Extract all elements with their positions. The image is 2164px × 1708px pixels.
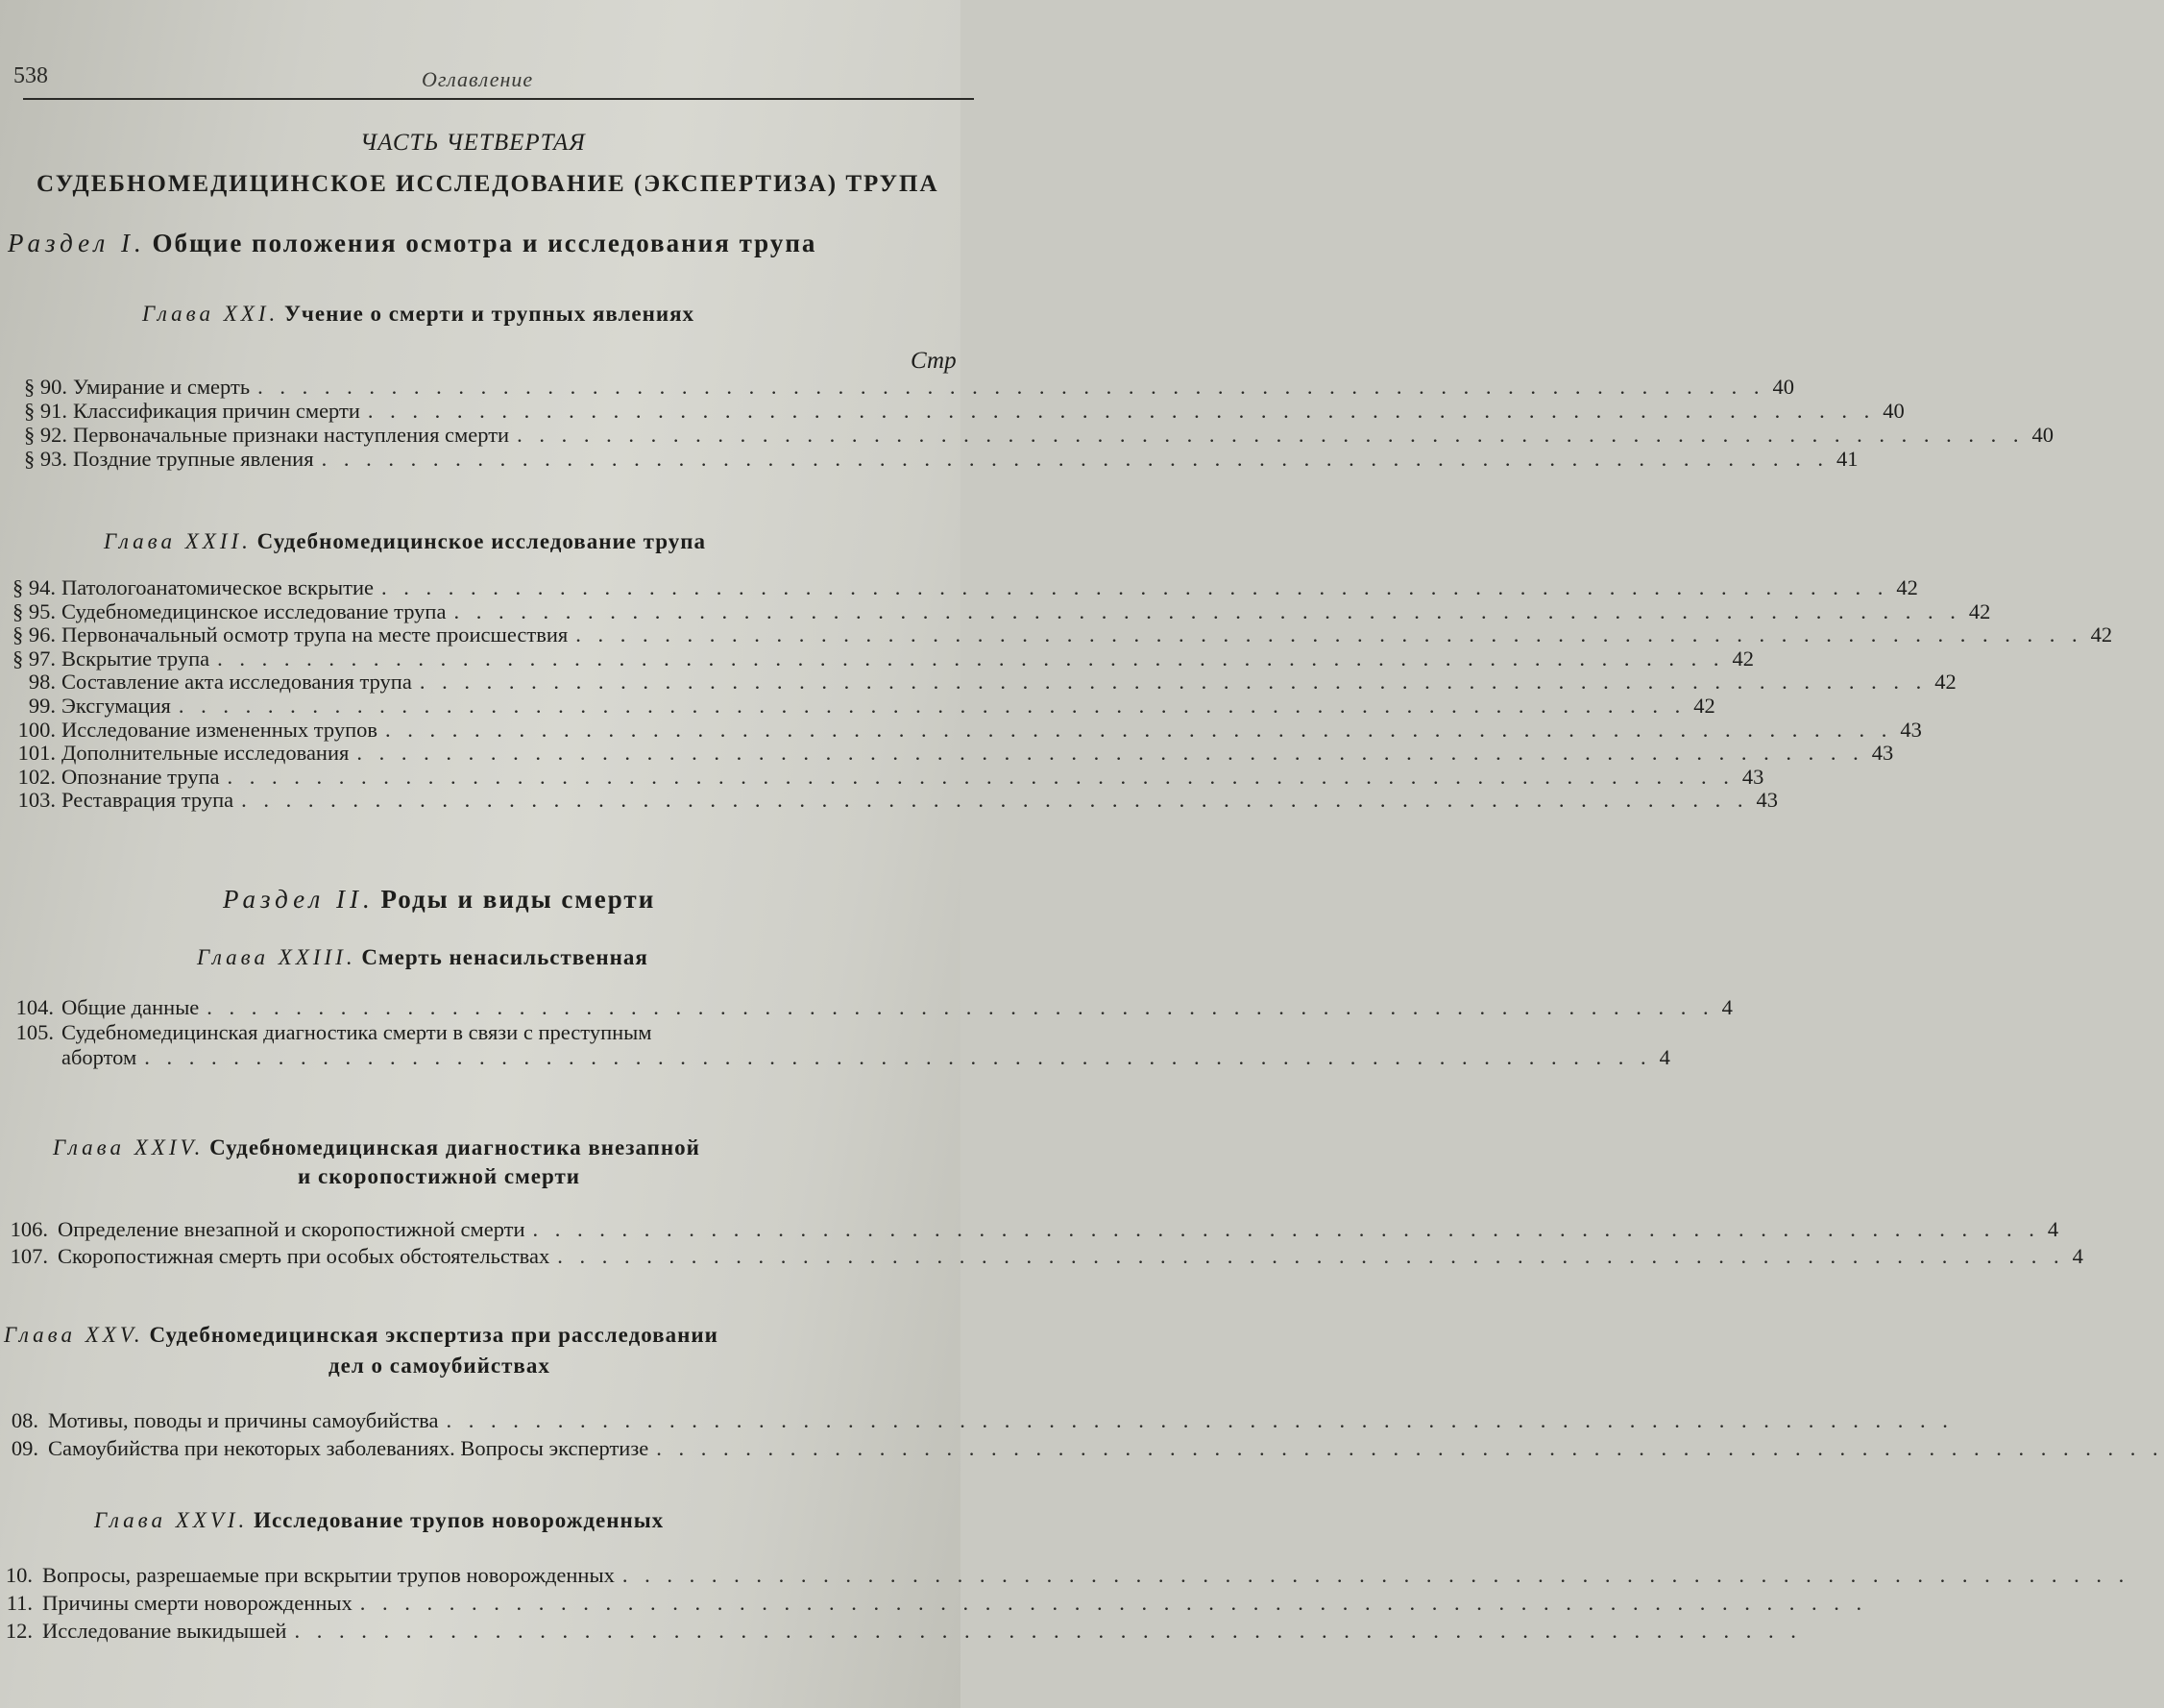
chapter-title-continued: дел о самоубийствах [328,1354,550,1378]
entry-number: 12. [5,1619,33,1643]
toc-entry [0,1244,2083,1272]
dot-leader: . . . . . . . . . . . . . . . . . . . . . . . . . . . . . . . . . . . . . . . . . . . . . . . . . . . . . . . . . . . . . . . . . . . . [294,1619,1802,1643]
toc-entry [0,575,1918,600]
entry-number: § 95. [12,598,56,623]
entry-page: 4 [2072,1244,2083,1268]
chapter-24-entries [0,1217,2083,1272]
chapter-23-heading [197,945,648,970]
dot-leader: . . . . . . . . . . . . . . . . . . . . . . . . . . . . . . . . . . . . . . . . . . . . . . . . . . . . . . . . . . . . . . . . . . . . [381,575,1889,599]
entry-page: 42 [1693,693,1715,718]
entry-title: Опознание трупа [61,764,220,789]
entry-title: Вопросы, разрешаемые при вскрытии трупов новорожденных [42,1563,615,1587]
dot-leader: . . . . . . . . . . . . . . . . . . . . . . . . . . . . . . . . . . . . . . . . . . . . . . . . . . . . . . . . . . . . . . . . . . . . [446,1408,1954,1432]
entry-title: Первоначальный осмотр трупа на месте происшествия [61,622,569,647]
running-title: Оглавление [422,67,534,91]
entry-number: § 93. [24,447,67,471]
chapter-21-heading [142,302,694,327]
entry-title: Вскрытие трупа [61,646,210,671]
entry-page: 40 [2031,423,2054,447]
entry-title: Судебномедицинская диагностика смерти в связи с преступным [61,1020,652,1044]
dot-leader: . . . . . . . . . . . . . . . . . . . . . . . . . . . . . . . . . . . . . . . . . . . . . . . . . . . . . . . . . . . . . . . . . . . . [227,764,1735,789]
chapter-21-entries [0,375,2054,472]
toc-entry [0,646,1754,671]
section-title: Роды и виды смерти [380,885,656,914]
section-2-heading [223,885,655,915]
dot-leader: . . . . . . . . . . . . . . . . . . . . . . . . . . . . . . . . . . . . . . . . . . . . . . . . . . . . . . . . . . . . . . . . . . . . [453,598,1961,623]
toc-entry [0,622,2113,647]
entry-page: 42 [2090,622,2113,647]
chapter-title: Судебномедицинское исследование трупа [256,529,706,553]
entry-title: Умирание и смерть [73,375,251,399]
part-title: СУДЕБНОМЕДИЦИНСКОЕ ИССЛЕДОВАНИЕ (ЭКСПЕРТИЗА) ТРУПА [36,171,939,197]
chapter-24-heading-line2 [298,1164,580,1189]
toc-entry [0,1591,1868,1620]
chapter-25-entries [0,1408,2164,1465]
toc-entry [0,764,1764,790]
page-column-label: Стр [911,348,957,374]
section-1-heading [8,229,816,258]
section-title: Общие положения осмотра и исследования трупа [152,229,817,257]
entry-title: Исследование измененных трупов [61,717,378,742]
chapter-22-entries [0,575,2113,813]
entry-number: 09. [11,1436,38,1460]
entry-title: Дополнительные исследования [61,741,350,766]
entry-title: Судебномедицинское исследование трупа [61,598,447,623]
toc-entry [0,598,1991,624]
entry-title: Поздние трупные явления [73,447,314,471]
chapter-title: Учение о смерти и трупных явлениях [284,302,695,326]
chapter-title-continued: и скоропостижной смерти [298,1164,581,1188]
toc-entry [0,1563,2130,1592]
dot-leader: . . . . . . . . . . . . . . . . . . . . . . . . . . . . . . . . . . . . . . . . . . . . . . . . . . . . . . . . . . . . . . . . . . . . [321,447,1829,471]
dot-leader: . . . . . . . . . . . . . . . . . . . . . . . . . . . . . . . . . . . . . . . . . . . . . . . . . . . . . . . . . . . . . . . . . . . . [241,788,1749,813]
toc-entry [0,1619,1802,1647]
dot-leader: . . . . . . . . . . . . . . . . . . . . . . . . . . . . . . . . . . . . . . . . . . . . . . . . . . . . . . . . . . . . . . . . . . . . [575,622,2083,647]
entry-title: Причины смерти новорожденных [42,1591,353,1615]
chapter-25-heading-line2 [328,1354,550,1379]
entry-page: 4 [1721,995,1733,1019]
entry-title: Реставрация трупа [61,788,234,813]
dot-leader: . . . . . . . . . . . . . . . . . . . . . . . . . . . . . . . . . . . . . . . . . . . . . . . . . . . . . . . . . . . . . . . . . . . . [207,995,1714,1019]
toc-entry [0,788,1778,813]
entry-page: 42 [1896,575,1918,599]
entry-page: 40 [1772,375,1794,399]
entry-title: Эксгумация [61,693,171,718]
entry-title: Общие данные [61,995,200,1019]
dot-leader: . . . . . . . . . . . . . . . . . . . . . . . . . . . . . . . . . . . . . . . . . . . . . . . . . . . . . . . . . . . . . . . . . . . . [532,1217,2040,1241]
toc-entry [0,995,1733,1021]
dot-leader: . . . . . . . . . . . . . . . . . . . . . . . . . . . . . . . . . . . . . . . . . . . . . . . . . . . . . . . . . . . . . . . . . . . . [359,1591,1868,1615]
dot-leader: . . . . . . . . . . . . . . . . . . . . . . . . . . . . . . . . . . . . . . . . . . . . . . . . . . . . . . . . . . . . . . . . . . . . [367,399,1876,423]
entry-page: 43 [1900,717,1922,742]
page-header [13,63,960,102]
chapter-label: Глава XXI. [142,302,280,326]
toc-entry-continued [0,1045,1670,1075]
entry-page: 43 [1871,741,1894,766]
entry-number: 11. [6,1591,33,1615]
chapter-title: Судебномедицинская диагностика внезапной [209,1135,700,1159]
entry-title: Исследование выкидышей [42,1619,287,1643]
header-rule [23,98,974,100]
entry-title: Патологоанатомическое вскрытие [61,575,375,599]
chapter-24-heading [53,1135,700,1160]
toc-entry [0,741,1894,766]
toc-entry [0,423,2054,448]
chapter-label: Глава XXIV. [53,1135,205,1159]
toc-entry [0,717,1922,743]
dot-leader: . . . . . . . . . . . . . . . . . . . . . . . . . . . . . . . . . . . . . . . . . . . . . . . . . . . . . . . . . . . . . . . . . . . . [144,1045,1652,1069]
chapter-title: Исследование трупов новорожденных [254,1508,665,1532]
toc-entry [0,399,1905,424]
chapter-label: Глава XXVI. [94,1508,249,1532]
chapter-23-entries [0,995,1733,1075]
entry-page: 43 [1756,788,1778,813]
toc-entry [0,1217,2059,1245]
entry-number: § 90. [24,375,67,399]
toc-entry [0,447,1859,472]
entry-number: 107. [10,1244,48,1268]
entry-number: 103. [17,788,56,813]
entry-title: Составление акта исследования трупа [61,670,412,695]
entry-number: § 97. [12,646,56,671]
entry-page: 42 [1934,670,1957,695]
chapter-label: Глава XXV. [4,1323,144,1347]
dot-leader: . . . . . . . . . . . . . . . . . . . . . . . . . . . . . . . . . . . . . . . . . . . . . . . . . . . . . . . . . . . . . . . . . . . . [419,670,1928,695]
dot-leader: . . . . . . . . . . . . . . . . . . . . . . . . . . . . . . . . . . . . . . . . . . . . . . . . . . . . . . . . . . . . . . . . . . . . [385,717,1893,742]
chapter-title: Судебномедицинская экспертиза при расследовании [149,1323,718,1347]
entry-number: 10. [5,1563,33,1587]
entry-number: 105. [15,1020,54,1044]
part-label: ЧАСТЬ ЧЕТВЕРТАЯ [360,130,586,156]
entry-page: 40 [1883,399,1905,423]
section-label: Раздел II. [223,885,375,914]
chapter-label: Глава XXIII. [197,945,356,969]
entry-page: 4 [2047,1217,2059,1241]
entry-number: § 94. [12,575,56,599]
entry-number: 98. [28,670,56,695]
entry-number: § 91. [24,399,67,423]
dot-leader: . . . . . . . . . . . . . . . . . . . . . . . . . . . . . . . . . . . . . . . . . . . . . . . . . . . . . . . . . . . . . . . . . . . . [217,646,1725,671]
entry-number: 101. [17,741,56,766]
entry-number: 106. [10,1217,48,1241]
chapter-title: Смерть ненасильственная [361,945,648,969]
entry-number: 08. [11,1408,38,1432]
entry-number: 100. [17,717,56,742]
entry-title: Классификация причин смерти [73,399,360,423]
chapter-22-heading [104,529,706,554]
entry-title: Первоначальные признаки наступления смерти [73,423,510,447]
dot-leader: . . . . . . . . . . . . . . . . . . . . . . . . . . . . . . . . . . . . . . . . . . . . . . . . . . . . . . . . . . . . . . . . . . . . [257,375,1765,399]
dot-leader: . . . . . . . . . . . . . . . . . . . . . . . . . . . . . . . . . . . . . . . . . . . . . . . . . . . . . . . . . . . . . . . . . . . . [557,1244,2065,1268]
dot-leader: . . . . . . . . . . . . . . . . . . . . . . . . . . . . . . . . . . . . . . . . . . . . . . . . . . . . . . . . . . . . . . . . . . . . [621,1563,2130,1587]
entry-page: 42 [1732,646,1754,671]
entry-page: 41 [1836,447,1859,471]
entry-page: 42 [1968,598,1991,623]
toc-entry [0,1436,2164,1465]
entry-page: 4 [1659,1045,1670,1069]
dot-leader: . . . . . . . . . . . . . . . . . . . . . . . . . . . . . . . . . . . . . . . . . . . . . . . . . . . . . . . . . . . . . . . . . . . . [178,693,1687,718]
entry-number: 102. [17,764,56,789]
toc-entry [0,693,1715,719]
entry-title: Скоропостижная смерть при особых обстоятельствах [58,1244,550,1268]
entry-title: Определение внезапной и скоропостижной смерти [58,1217,525,1241]
entry-number: 104. [15,995,54,1019]
toc-entry [0,1408,1954,1437]
chapter-25-heading [4,1323,718,1348]
dot-leader: . . . . . . . . . . . . . . . . . . . . . . . . . . . . . . . . . . . . . . . . . . . . . . . . . . . . . . . . . . . . . . . . . . . . [517,423,2025,447]
entry-number: § 96. [12,622,56,647]
toc-entry [0,1021,960,1046]
chapter-26-heading [94,1508,664,1533]
entry-title: Самоубийства при некоторых заболеваниях. Вопросы экспертизе [48,1436,649,1460]
dot-leader: . . . . . . . . . . . . . . . . . . . . . . . . . . . . . . . . . . . . . . . . . . . . . . . . . . . . . . . . . . . . . . . . . . . . [656,1436,2164,1460]
section-label: Раздел I. [8,229,146,257]
toc-entry [0,670,1957,695]
chapter-label: Глава XXII. [104,529,252,553]
page-number: 538 [13,63,48,88]
chapter-26-entries [0,1563,2130,1647]
entry-title: Мотивы, поводы и причины самоубийства [48,1408,439,1432]
entry-page: 43 [1741,764,1764,789]
dot-leader: . . . . . . . . . . . . . . . . . . . . . . . . . . . . . . . . . . . . . . . . . . . . . . . . . . . . . . . . . . . . . . . . . . . . [356,741,1864,766]
entry-number: 99. [28,693,56,718]
entry-title-continued: абортом [61,1045,137,1069]
entry-number: § 92. [24,423,67,447]
toc-entry [0,375,1794,400]
